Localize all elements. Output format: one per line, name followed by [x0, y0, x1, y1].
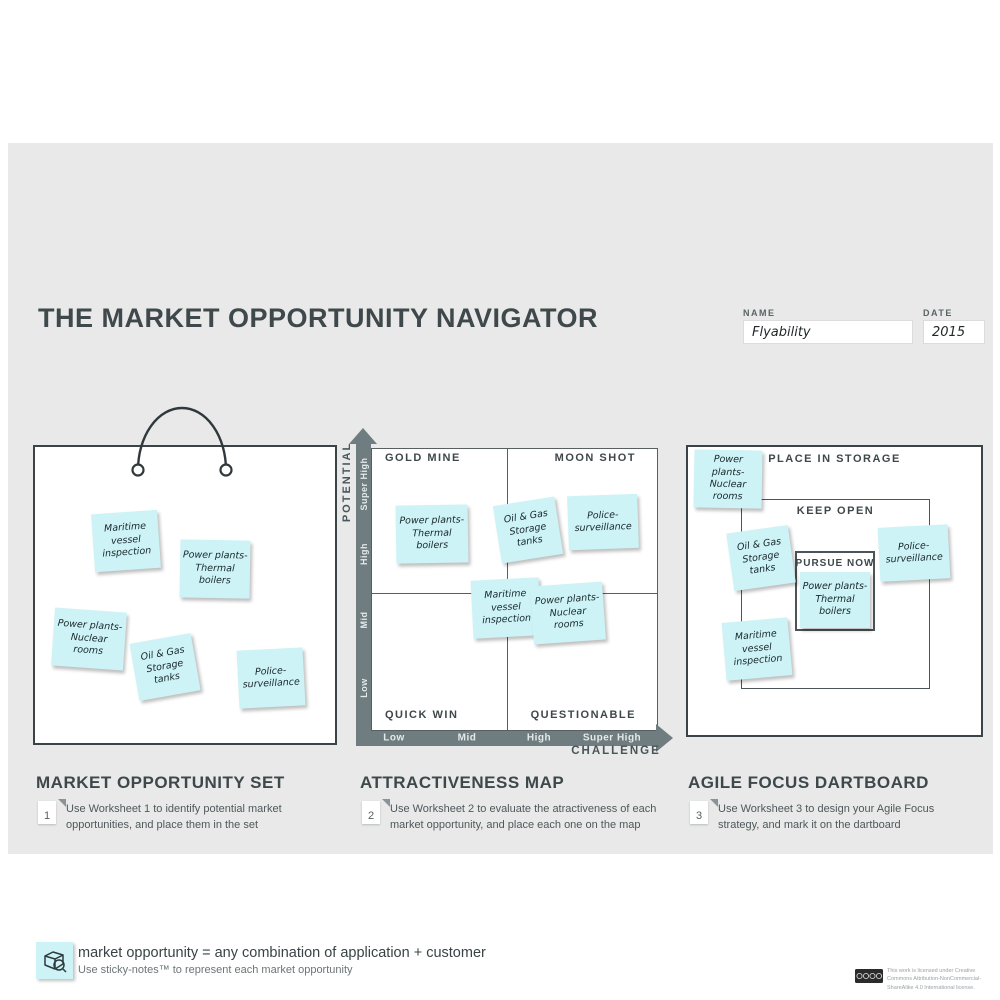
sticky-notes-hint: Use sticky-notes™ to represent each market opportunity	[78, 964, 353, 976]
y-tick-low: Low	[359, 678, 369, 698]
y-tick-mid: Mid	[359, 611, 369, 629]
sticky-note-legend-icon	[36, 942, 73, 979]
sticky-note-maritime[interactable]: Maritime vessel inspection	[471, 577, 542, 638]
x-tick-low: Low	[383, 732, 405, 744]
worksheet-3-page-icon	[690, 801, 708, 824]
ring-label-pursue-now: PURSUE NOW	[795, 558, 875, 569]
sticky-note-police[interactable]: Police- surveillance	[878, 524, 951, 582]
step-3-text: Use Worksheet 3 to design your Agile Focus strategy, and mark it on the dartboard	[718, 803, 935, 831]
sticky-note-oilgas[interactable]: Oil & Gas Storage tanks	[129, 633, 200, 701]
name-field[interactable]	[743, 320, 913, 344]
section-heading-map: ATTRACTIVENESS MAP	[360, 773, 565, 792]
sticky-note-maritime[interactable]: Maritime vessel inspection	[722, 617, 793, 681]
date-label: DATE	[923, 308, 953, 318]
x-tick-mid: Mid	[457, 732, 477, 744]
step-2-text: Use Worksheet 2 to evaluate the atractiveness of each market opportunity, and place each one on the map	[390, 803, 657, 831]
sticky-note-thermal[interactable]: Power plants- Thermal boilers	[800, 572, 870, 628]
market-opportunity-definition: market opportunity = any combination of application + customer	[78, 945, 486, 961]
quadrant-quick-win: QUICK WIN	[385, 709, 459, 721]
step-number: 3	[695, 810, 703, 822]
quadrant-moon-shot: MOON SHOT	[554, 452, 636, 464]
date-field[interactable]	[923, 320, 985, 344]
x-tick-super-high: Super High	[582, 732, 642, 744]
sticky-note-maritime[interactable]: Maritime vessel inspection	[91, 510, 161, 572]
name-label: NAME	[743, 308, 776, 318]
worksheet-1-page-icon	[38, 801, 56, 824]
sticky-note-thermal[interactable]: Power plants- Thermal boilers	[395, 504, 468, 563]
y-axis-label: POTENTIAL	[341, 441, 353, 523]
potential-axis-arrow-icon	[349, 428, 377, 444]
bag-handle-icon	[33, 398, 333, 484]
step-number: 1	[43, 810, 51, 822]
page-title: THE MARKET OPPORTUNITY NAVIGATOR	[38, 303, 599, 333]
creative-commons-badge-icon	[855, 969, 883, 983]
quadrant-questionable: QUESTIONABLE	[530, 709, 636, 721]
license-text: This work is licensed under Creative Commons Attribution-NonCommercial- ShareAlike 4.0 International license.	[887, 968, 982, 991]
sticky-note-thermal[interactable]: Power plants- Thermal boilers	[179, 539, 250, 598]
sticky-note-police[interactable]: Police- surveillance	[567, 494, 639, 550]
sticky-note-nuclear[interactable]: Power plants- Nuclear rooms	[693, 449, 762, 508]
ring-label-keep-open: KEEP OPEN	[796, 505, 875, 517]
section-heading-set: MARKET OPPORTUNITY SET	[36, 773, 285, 792]
section-heading-dartboard: AGILE FOCUS DARTBOARD	[688, 773, 929, 792]
sticky-note-oilgas[interactable]: Oil & Gas Storage tanks	[726, 525, 795, 591]
sticky-note-police[interactable]: Police- surveillance	[237, 647, 306, 708]
sticky-note-nuclear[interactable]: Power plants- Nuclear rooms	[51, 608, 127, 671]
y-tick-super-high: Super High	[359, 457, 369, 511]
step-1-text: Use Worksheet 1 to identify potential market opportunities, and place them in the set	[66, 803, 282, 831]
x-tick-high: High	[526, 732, 552, 744]
y-tick-high: High	[359, 543, 369, 565]
worksheet-2-page-icon	[362, 801, 380, 824]
worksheet-canvas	[8, 143, 993, 991]
ring-label-place-in-storage: PLACE IN STORAGE	[768, 453, 901, 465]
page-peel-icon	[710, 799, 718, 807]
page-peel-icon	[58, 799, 66, 807]
quadrant-gold-mine: GOLD MINE	[385, 452, 461, 464]
step-number: 2	[367, 810, 375, 822]
box-magnifier-icon	[40, 946, 70, 976]
x-axis-label: CHALLENGE	[571, 745, 661, 757]
sticky-note-oilgas[interactable]: Oil & Gas Storage tanks	[493, 497, 563, 564]
page-peel-icon	[382, 799, 390, 807]
sticky-note-nuclear[interactable]: Power plants- Nuclear rooms	[530, 582, 606, 645]
